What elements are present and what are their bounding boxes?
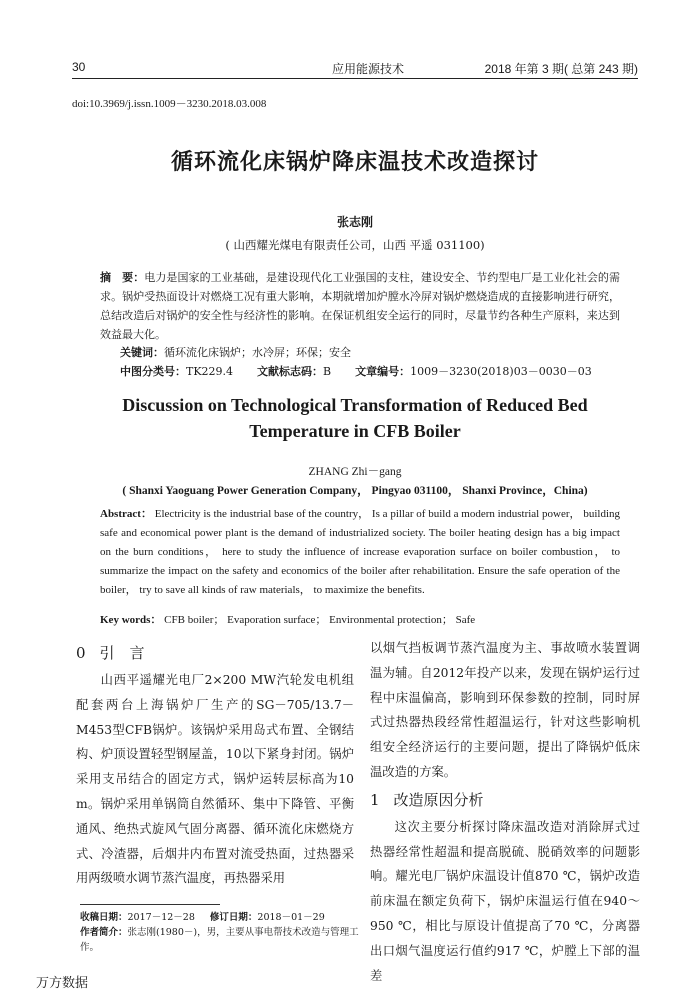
title-en-line2: Temperature in CFB Boiler: [249, 421, 461, 441]
keywords-en-text: CFB boiler； Evaporation surface； Environmental protection； Safe: [161, 614, 476, 626]
author-cn: 张志刚: [336, 215, 373, 229]
section-1-number: 1: [370, 790, 380, 809]
right-column: [370, 636, 640, 988]
abstract-en-text: Electricity is the industrial base of the country， Is a pillar of build a modern industrial power， building safe and economical power plant is the demand of industrialized society. The boiler heating design has a big impact on the burn conditions， here to study the influence of increase evaporation surface on boiler combustion， to summarize the impact on the safety and economics of the boiler after rehabilitation. Ensure the safe operation of the boiler， try to save all kinds of raw materials， to maximize the benefits.: [100, 508, 620, 596]
keywords-cn-label: 关键词：: [120, 346, 164, 359]
bio-label: 作者简介：: [80, 927, 128, 938]
section-1-paragraph: 这次主要分析探讨降床温改造对消除屏式过热器经常性超温和提高脱硫、脱硝效率的问题影响。耀光电厂锅炉床温设计值870 ℃，锅炉改造前床温在额定负荷下，锅炉床温运行值在940～950 ℃，相比与原设计值提高了70 ℃，分离器出口烟气温度运行值约917 ℃，炉膛上下部的温差: [370, 819, 640, 983]
issue-info: 2018 年第 3 期( 总第 243 期): [484, 62, 638, 76]
received-label: 收稿日期：: [80, 912, 128, 923]
left-column: [76, 668, 354, 891]
intro-paragraph: 山西平遥耀光电厂2×200 MW汽轮发电机组配套两台上海锅炉厂生产的SG－705/13.7－M453型CFB锅炉。该锅炉采用岛式布置、全钢结构、炉顶设置轻型钢屋盖，10以下紧身封闭。锅炉采用支吊结合的固定方式，锅炉运转层标高为10 m。锅炉采用单锅筒自然循环、集中下降管、平衡通风、绝热式旋风气固分离器、循环流化床燃烧方式、冷渣器，后烟井内布置对流受热面，过热器采用两级喷水调节蒸汽温度，再热器采用: [76, 673, 354, 886]
article-value: 1009－3230(2018)03－0030－03: [410, 365, 592, 378]
keywords-cn-text: 循环流化床锅炉；水冷屏；环保；安全: [164, 346, 351, 359]
keywords-en-label: Key words：: [100, 614, 162, 626]
keywords-cn: [120, 344, 620, 360]
intro-continued: 以烟气挡板调节蒸汽温度为主、事故喷水装置调温为辅。自2012年投产以来，发现在锅炉运行过程中床温偏高，影响到环保参数的控制，同时屏式过热器热段经常性超温运行，针对这些影响机组安全经济运行的主要问题，提出了降锅炉低床温改造的方案。: [370, 641, 640, 779]
abstract-cn-text: 电力是国家的工业基础，是建设现代化工业强国的支柱，建设安全、节约型电厂是工业化社会的需求。锅炉受热面设计对燃烧工况有重大影响，本期就增加炉膛水冷屏对锅炉燃烧造成的直接影响进行研究，总结改造后对锅炉的安全性与经济性的影响。在保证机组安全运行的同时，尽量节约各种生产原料，来达到效益最大化。: [100, 271, 621, 341]
footnote: [80, 910, 360, 955]
doi: doi:10.3969/j.issn.1009－3230.2018.03.008: [72, 98, 267, 110]
author-en: ZHANG Zhi－gang: [308, 466, 402, 478]
clc-number: [120, 363, 233, 379]
revised-date: 2018－01－29: [257, 912, 325, 923]
header-rule: [72, 78, 638, 79]
section-0-number: 0: [76, 644, 86, 662]
affiliation-en: ( Shanxi Yaoguang Power Generation Company， Pingyao 031100， Shanxi Province，China): [122, 485, 588, 497]
clc-label: 中图分类号：: [120, 365, 186, 378]
keywords-en: [100, 611, 620, 627]
clc-value: TK229.4: [186, 365, 234, 378]
footnote-rule: [80, 904, 220, 905]
title-en: [72, 392, 638, 444]
bio-text: 张志刚(1980－)，男，主要从事电帮技术改造与管理工作。: [80, 927, 359, 953]
section-0-heading: [76, 642, 145, 663]
section-0-title: 引 言: [99, 644, 145, 662]
author-bio: [80, 925, 360, 955]
title-cn: 循环流化床锅炉降床温技术改造探讨: [170, 150, 539, 175]
title-en-line1: Discussion on Technological Transformation of Reduced Bed: [122, 395, 588, 415]
section-1-title: 改造原因分析: [393, 790, 484, 809]
article-number: [355, 363, 592, 379]
abstract-cn-label: 摘 要：: [100, 271, 145, 284]
article-label: 文章编号：: [355, 365, 411, 378]
watermark: 万方数据: [36, 976, 89, 991]
affiliation-cn: ( 山西耀光煤电有限责任公司，山西 平遥 031100): [225, 238, 485, 252]
section-1-heading: [370, 785, 640, 815]
abstract-en-label: Abstract：: [100, 508, 152, 520]
received-date: 2017－12－28: [127, 912, 195, 923]
page-number: 30: [72, 60, 86, 74]
revised-label: 修订日期：: [209, 912, 258, 923]
journal-name: 应用能源技术: [332, 62, 405, 76]
abstract-en: [100, 505, 620, 600]
document-code: [257, 363, 331, 379]
doc-value: B: [323, 365, 332, 378]
doc-label: 文献标志码：: [257, 365, 324, 378]
dates-line: [80, 910, 360, 925]
abstract-cn: [100, 268, 620, 344]
classification-row: [120, 363, 630, 379]
